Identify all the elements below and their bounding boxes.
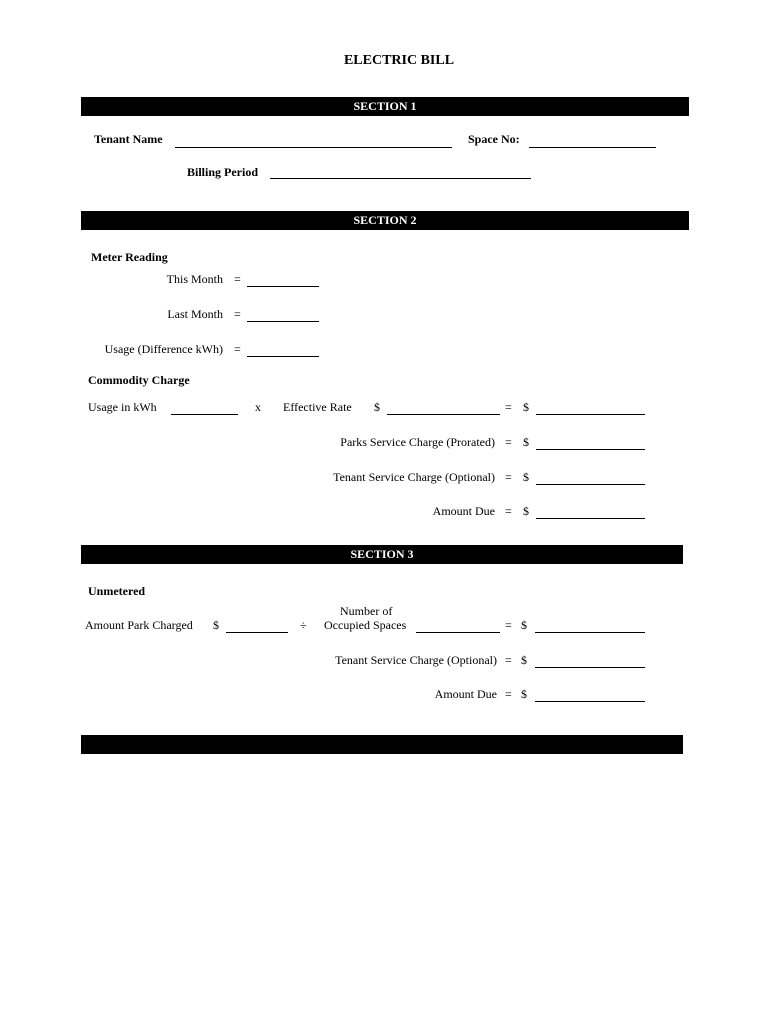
last-month-label: Last Month bbox=[167, 307, 223, 321]
effective-rate-label: Effective Rate bbox=[283, 400, 352, 414]
parks-service-equals: = bbox=[505, 435, 512, 449]
number-of-label: Number of bbox=[340, 604, 393, 618]
amount-due-equals: = bbox=[505, 504, 512, 518]
unmetered-amount-due-dollar: $ bbox=[521, 687, 527, 701]
tenant-service-label: Tenant Service Charge (Optional) bbox=[333, 470, 495, 484]
times-sign: x bbox=[255, 400, 261, 414]
commodity-charge-label: Commodity Charge bbox=[88, 373, 190, 387]
commodity-equals: = bbox=[505, 400, 512, 414]
unmetered-tenant-service-equals: = bbox=[505, 653, 512, 667]
usage-difference-field[interactable] bbox=[247, 356, 319, 357]
tenant-name-label: Tenant Name bbox=[94, 132, 163, 146]
footer-bar bbox=[81, 735, 683, 754]
usage-difference-equals: = bbox=[234, 342, 241, 356]
unmetered-equals: = bbox=[505, 618, 512, 632]
section-2-header: SECTION 2 bbox=[81, 211, 689, 230]
effective-rate-dollar: $ bbox=[374, 400, 380, 414]
amount-due-label: Amount Due bbox=[432, 504, 495, 518]
this-month-label: This Month bbox=[166, 272, 223, 286]
amount-due-dollar: $ bbox=[523, 504, 529, 518]
space-no-field[interactable] bbox=[529, 147, 656, 148]
this-month-equals: = bbox=[234, 272, 241, 286]
unmetered-amount-field[interactable] bbox=[535, 632, 645, 633]
tenant-name-field[interactable] bbox=[175, 147, 452, 148]
unmetered-dollar: $ bbox=[521, 618, 527, 632]
unmetered-tenant-service-label: Tenant Service Charge (Optional) bbox=[335, 653, 497, 667]
occupied-spaces-label: Occupied Spaces bbox=[324, 618, 407, 632]
billing-period-field[interactable] bbox=[270, 178, 531, 179]
unmetered-tenant-service-field[interactable] bbox=[535, 667, 645, 668]
usage-difference-label: Usage (Difference kWh) bbox=[104, 342, 223, 356]
divide-sign: ÷ bbox=[300, 618, 307, 632]
tenant-service-field[interactable] bbox=[536, 484, 645, 485]
meter-reading-label: Meter Reading bbox=[91, 250, 168, 264]
unmetered-label: Unmetered bbox=[88, 584, 146, 598]
amount-due-field[interactable] bbox=[536, 518, 645, 519]
tenant-service-equals: = bbox=[505, 470, 512, 484]
last-month-field[interactable] bbox=[247, 321, 319, 322]
occupied-spaces-field[interactable] bbox=[416, 632, 500, 633]
parks-service-field[interactable] bbox=[536, 449, 645, 450]
unmetered-tenant-service-dollar: $ bbox=[521, 653, 527, 667]
effective-rate-field[interactable] bbox=[387, 414, 500, 415]
unmetered-amount-due-equals: = bbox=[505, 687, 512, 701]
amount-park-field[interactable] bbox=[226, 632, 288, 633]
amount-park-dollar: $ bbox=[213, 618, 219, 632]
this-month-field[interactable] bbox=[247, 286, 319, 287]
space-no-label: Space No: bbox=[468, 132, 520, 146]
parks-service-dollar: $ bbox=[523, 435, 529, 449]
commodity-amount-field[interactable] bbox=[536, 414, 645, 415]
commodity-dollar: $ bbox=[523, 400, 529, 414]
usage-kwh-field[interactable] bbox=[171, 414, 238, 415]
section-1-header: SECTION 1 bbox=[81, 97, 689, 116]
billing-period-label: Billing Period bbox=[187, 165, 259, 179]
section-3-header: SECTION 3 bbox=[81, 545, 683, 564]
parks-service-label: Parks Service Charge (Prorated) bbox=[340, 435, 495, 449]
unmetered-amount-due-label: Amount Due bbox=[434, 687, 497, 701]
unmetered-amount-due-field[interactable] bbox=[535, 701, 645, 702]
amount-park-charged-label: Amount Park Charged bbox=[85, 618, 193, 632]
page-title: ELECTRIC BILL bbox=[343, 53, 455, 68]
tenant-service-dollar: $ bbox=[523, 470, 529, 484]
last-month-equals: = bbox=[234, 307, 241, 321]
usage-kwh-label: Usage in kWh bbox=[88, 400, 157, 414]
